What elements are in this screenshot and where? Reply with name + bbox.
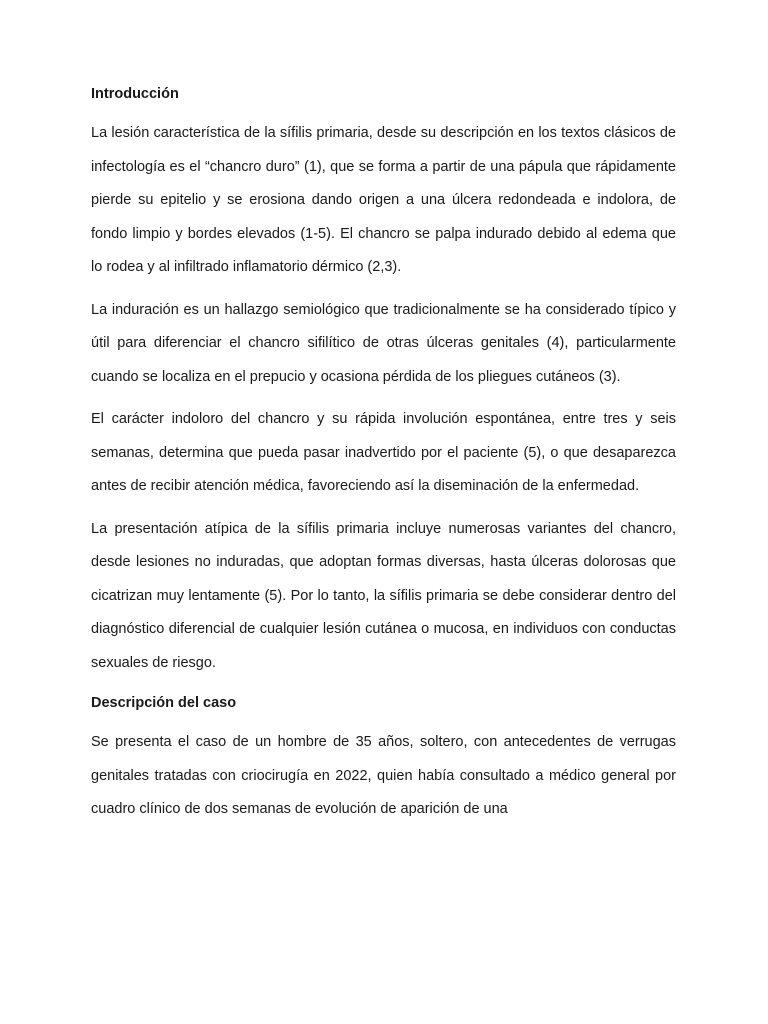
section-heading-descripcion-caso: Descripción del caso — [91, 695, 237, 711]
document-page — [91, 82, 676, 827]
paragraph-intro-1: La lesión característica de la sífilis primaria, desde su descripción en los textos clásicos de infectología es el “chancro duro” (1), que se forma a partir de una pápula que rápidamente pierde su epitelio y se erosiona dando origen a una úlcera redondeada e indolora, de fondo limpio y bordes elevados (1-5). El chancro se palpa indurado debido al edema que lo rodea y al infiltrado inflamatorio dérmico (2,3). — [91, 125, 676, 275]
section-heading-introduccion: Introducción — [91, 86, 179, 102]
paragraph-intro-2: La induración es un hallazgo semiológico que tradicionalmente se ha considerado típico y útil para diferenciar el chancro sifilítico de otras úlceras genitales (4), particularmente cuando se localiza en el prepucio y ocasiona pérdida de los pliegues cutáneos (3). — [91, 301, 676, 385]
paragraph-intro-4: La presentación atípica de la sífilis primaria incluye numerosas variantes del chancro, desde lesiones no induradas, que adoptan formas diversas, hasta úlceras dolorosas que cicatrizan muy lentamente (5). Por lo tanto, la sífilis primaria se debe considerar dentro del diagnóstico diferencial de cualquier lesión cutánea o mucosa, en individuos con conductas sexuales de riesgo. — [91, 520, 676, 671]
paragraph-caso-1: Se presenta el caso de un hombre de 35 años, soltero, con antecedentes de verrugas genitales tratadas con criocirugía en 2022, quien había consultado a médico general por cuadro clínico de dos semanas de evolución de aparición de una — [91, 734, 676, 817]
paragraph-intro-3: El carácter indoloro del chancro y su rápida involución espontánea, entre tres y seis semanas, determina que pueda pasar inadvertido por el paciente (5), o que desaparezca antes de recibir atención médica, favoreciendo así la diseminación de la enfermedad. — [91, 411, 676, 494]
